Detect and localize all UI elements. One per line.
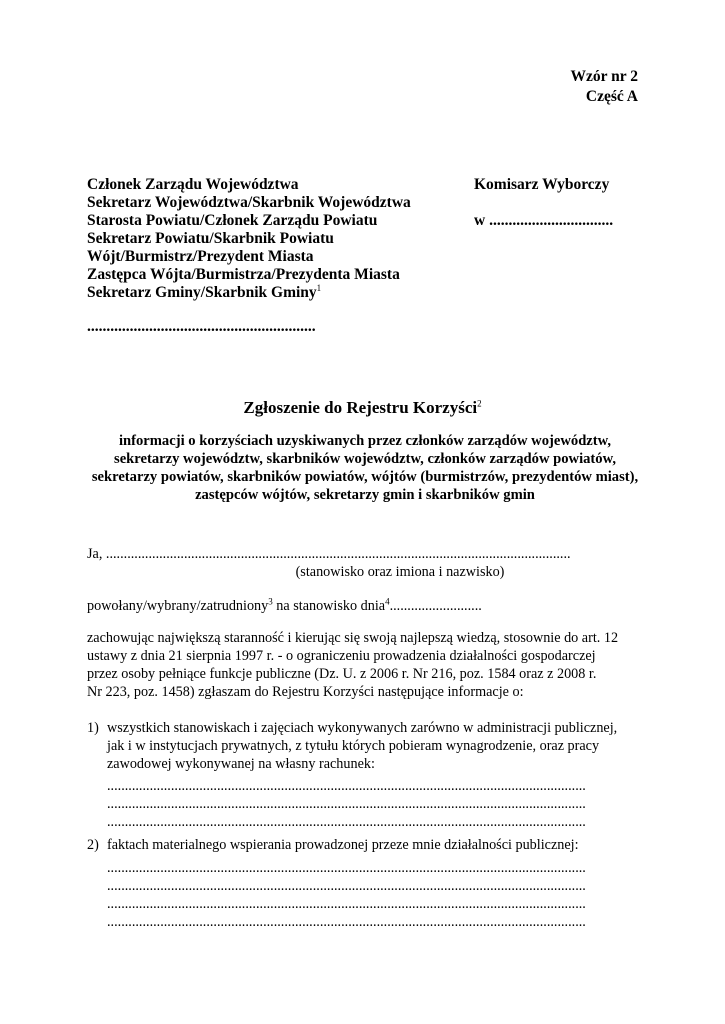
subtitle-line-4: zastępców wójtów, sekretarzy gmin i skarbników gmin [195, 487, 535, 503]
addressee-line-5: Wójt/Burmistrz/Prezydent Miasta [87, 248, 314, 265]
addressee-line-7 [87, 284, 321, 302]
addressee-line-3: Starosta Powiatu/Członek Zarządu Powiatu [87, 212, 378, 229]
item-1-line-1: wszystkich stanowiskach i zajęciach wykonywanych zarówno w administracji publicznej, [107, 720, 618, 736]
addressee-line-1: Członek Zarządu Województwa [87, 176, 299, 193]
item-1-dot-line-2[interactable]: ....................................................................................................................................... [107, 796, 586, 812]
election-commissioner-location: w ................................ [474, 212, 614, 229]
addressee-name-dots: ........................................................... [87, 318, 316, 335]
position-text: na stanowisko dnia [272, 598, 386, 614]
item-2-dot-line-3[interactable]: ....................................................................................................................................... [107, 896, 586, 912]
subtitle-line-1: informacji o korzyściach uzyskiwanych przez członków zarządów województw, [118, 433, 612, 449]
subtitle-line-3: sekretarzy powiatów, skarbników powiatów, wójtów (burmistrzów, prezydentów miast), [91, 469, 639, 485]
item-1-dot-line-1[interactable]: ....................................................................................................................................... [107, 778, 586, 794]
position-date-field[interactable]: .......................... [389, 598, 482, 614]
document-title [0, 398, 725, 418]
item-2-dot-line-1[interactable]: ....................................................................................................................................... [107, 860, 586, 876]
form-part: Część A [585, 88, 638, 105]
addressee-line-6: Zastępca Wójta/Burmistrza/Prezydenta Miasta [87, 266, 400, 283]
item-1-line-3: zawodowej wykonywanej na własny rachunek: [107, 756, 375, 772]
form-number: Wzór nr 2 [570, 68, 638, 85]
item-2-number: 2) [87, 837, 99, 853]
declarant-name-caption: (stanowisko oraz imiona i nazwisko) [295, 564, 505, 580]
item-1-number: 1) [87, 720, 99, 736]
footnote-ref-2: 2 [477, 398, 482, 409]
intro-line-2: ustawy z dnia 21 sierpnia 1997 r. - o ograniczeniu prowadzenia działalności gospodarczej [87, 648, 596, 664]
item-1-dot-line-3[interactable]: ....................................................................................................................................... [107, 814, 586, 830]
appointment-text: powołany/wybrany/zatrudniony [87, 598, 269, 614]
intro-line-4: Nr 223, poz. 1458) zgłaszam do Rejestru Korzyści następujące informacje o: [87, 684, 524, 700]
subtitle-line-2: sekretarzy województw, skarbników województw, członków zarządów powiatów, [114, 451, 616, 467]
document-title-text: Zgłoszenie do Rejestru Korzyści [243, 398, 478, 417]
declarant-name-field[interactable]: Ja, ................................................................................................................................... [87, 546, 571, 562]
footnote-ref-4: 4 [385, 596, 390, 607]
item-2-dot-line-2[interactable]: ....................................................................................................................................... [107, 878, 586, 894]
item-2-line-1: faktach materialnego wspierania prowadzonej przeze mnie działalności publicznej: [107, 837, 579, 853]
item-1-line-2: jak i w instytucjach prywatnych, z tytułu których pobieram wynagrodzenie, oraz pracy [107, 738, 600, 754]
item-2-dot-line-4[interactable]: ....................................................................................................................................... [107, 914, 586, 930]
intro-line-1: zachowując największą staranność i kierując się swoją najlepszą wiedzą, stosownie do art. 12 [87, 630, 619, 646]
addressee-line-4: Sekretarz Powiatu/Skarbnik Powiatu [87, 230, 334, 247]
addressee-line-7-text: Sekretarz Gminy/Skarbnik Gminy [87, 284, 317, 301]
footnote-ref-1: 1 [316, 282, 322, 293]
intro-line-3: przez osoby pełniące funkcje publiczne (Dz. U. z 2006 r. Nr 216, poz. 1584 oraz z 2008 r. [87, 666, 597, 682]
footnote-ref-3: 3 [268, 596, 273, 607]
addressee-line-2: Sekretarz Województwa/Skarbnik Województwa [87, 194, 411, 211]
appointment-line [87, 598, 482, 615]
election-commissioner-title: Komisarz Wyborczy [474, 176, 610, 193]
